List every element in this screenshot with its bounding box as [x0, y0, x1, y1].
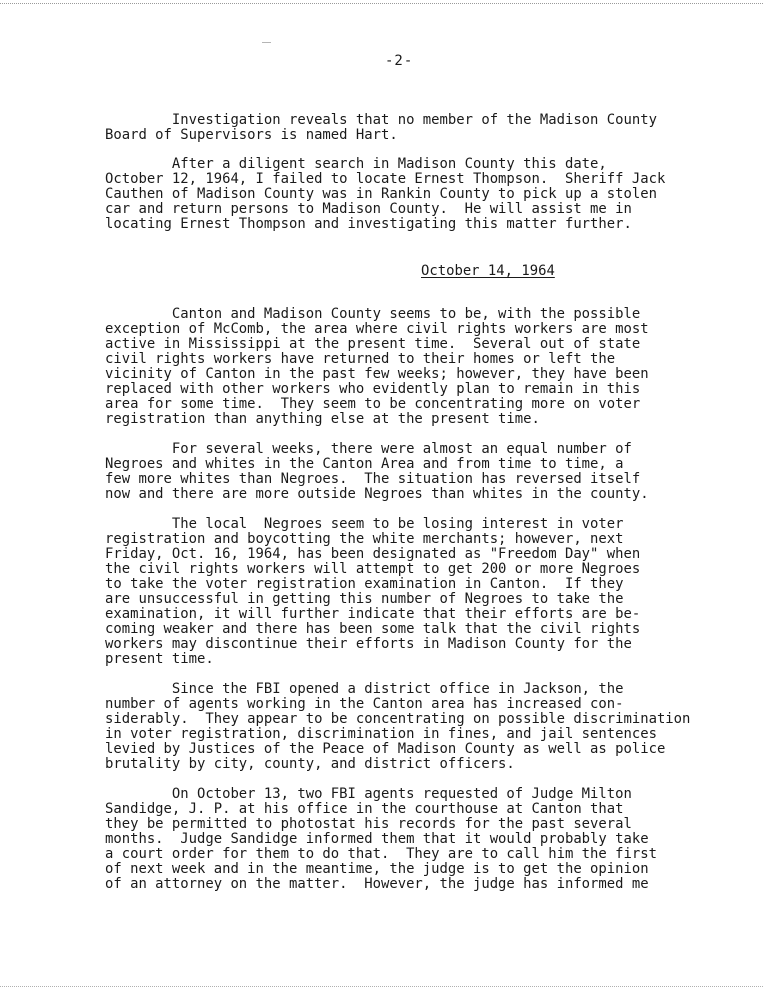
text-line: few more whites than Negroes. The situation has reversed itself	[105, 471, 641, 487]
text-line: area for some time. They seem to be concentrating more on voter	[105, 396, 641, 412]
text-line: workers may discontinue their efforts in Madison County for the	[105, 636, 632, 652]
text-line: Negroes and whites in the Canton Area and from time to time, a	[105, 456, 624, 472]
text-line: Canton and Madison County seems to be, with the possible	[105, 306, 641, 322]
text-line: of an attorney on the matter. However, the judge has informed me	[105, 876, 649, 892]
text-line: number of agents working in the Canton area has increased con-	[105, 696, 624, 712]
text-line: October 12, 1964, I failed to locate Ernest Thompson. Sheriff Jack	[105, 171, 666, 187]
text-line: civil rights workers have returned to their homes or left the	[105, 351, 616, 367]
text-line: to take the voter registration examination in Canton. If they	[105, 576, 624, 592]
text-line: now and there are more outside Negroes than whites in the county.	[105, 486, 649, 502]
text-line: a court order for them to do that. They are to call him the first	[105, 846, 657, 862]
text-line: present time.	[105, 651, 214, 667]
text-line: For several weeks, there were almost an equal number of	[105, 441, 632, 457]
text-line: Since the FBI opened a district office in Jackson, the	[105, 681, 624, 697]
scan-edge-bottom	[0, 986, 763, 987]
text-line: On October 13, two FBI agents requested of Judge Milton	[105, 786, 632, 802]
date-heading: October 14, 1964	[421, 263, 555, 279]
text-line: Sandidge, J. P. at his office in the courthouse at Canton that	[105, 801, 624, 817]
text-line: registration and boycotting the white merchants; however, next	[105, 531, 624, 547]
text-line: Investigation reveals that no member of the Madison County	[105, 112, 657, 128]
text-line: Cauthen of Madison County was in Rankin County to pick up a stolen	[105, 186, 657, 202]
text-line: levied by Justices of the Peace of Madison County as well as police	[105, 741, 666, 757]
scan-mark	[262, 42, 271, 43]
text-line: months. Judge Sandidge informed them that it would probably take	[105, 831, 649, 847]
text-line: Friday, Oct. 16, 1964, has been designated as "Freedom Day" when	[105, 546, 641, 562]
text-line: car and return persons to Madison County. He will assist me in	[105, 201, 632, 217]
text-line: of next week and in the meantime, the judge is to get the opinion	[105, 861, 649, 877]
text-line: in voter registration, discrimination in fines, and jail sentences	[105, 726, 657, 742]
page-number: -2-	[385, 53, 414, 69]
scan-edge-top	[0, 3, 763, 4]
text-line: exception of McComb, the area where civil rights workers are most	[105, 321, 649, 337]
text-line: replaced with other workers who evidently plan to remain in this	[105, 381, 641, 397]
text-line: examination, it will further indicate that their efforts are be-	[105, 606, 641, 622]
text-line: active in Mississippi at the present time. Several out of state	[105, 336, 641, 352]
text-line: are unsuccessful in getting this number of Negroes to take the	[105, 591, 624, 607]
text-line: vicinity of Canton in the past few weeks; however, they have been	[105, 366, 649, 382]
text-line: Board of Supervisors is named Hart.	[105, 127, 398, 143]
text-line: siderably. They appear to be concentrating on possible discrimination	[105, 711, 691, 727]
text-line: locating Ernest Thompson and investigating this matter further.	[105, 216, 632, 232]
text-line: they be permitted to photostat his records for the past several	[105, 816, 632, 832]
text-line: brutality by city, county, and district officers.	[105, 756, 515, 772]
text-line: registration than anything else at the present time.	[105, 411, 540, 427]
text-line: coming weaker and there has been some talk that the civil rights	[105, 621, 641, 637]
text-line: After a diligent search in Madison County this date,	[105, 156, 607, 172]
text-line: The local Negroes seem to be losing interest in voter	[105, 516, 624, 532]
text-line: the civil rights workers will attempt to get 200 or more Negroes	[105, 561, 641, 577]
